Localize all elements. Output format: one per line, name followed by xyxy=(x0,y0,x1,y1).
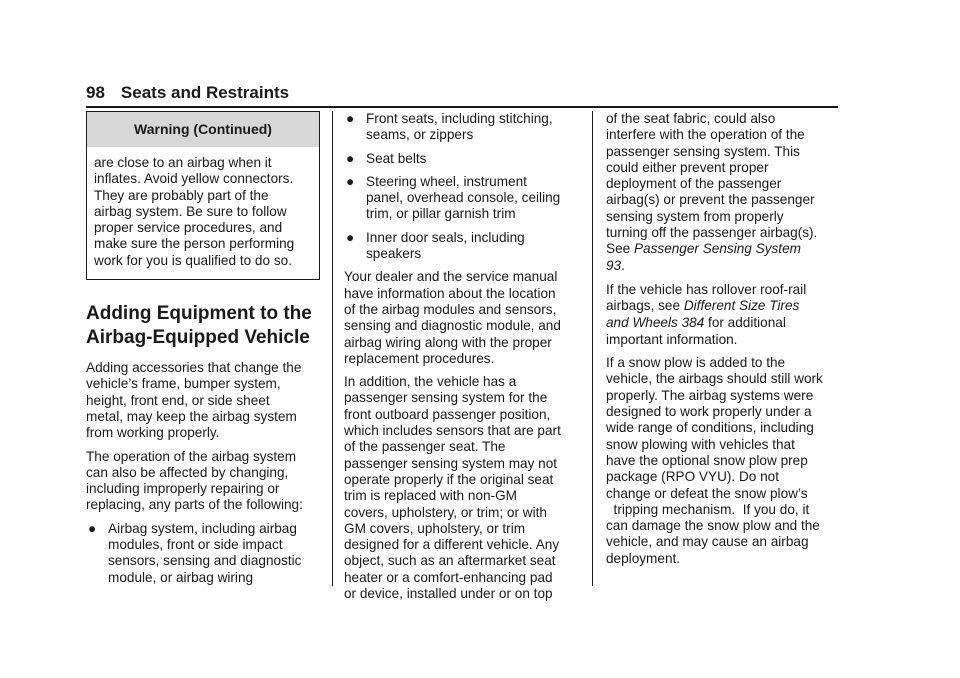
column-2 xyxy=(344,111,580,609)
text-line: heater or a comfort-enhancing pad xyxy=(344,569,553,585)
text-line: are close to an airbag when it xyxy=(94,155,272,170)
text-line: If a snow plow is added to the xyxy=(606,355,786,371)
column-divider xyxy=(592,111,593,586)
paragraph xyxy=(606,111,842,275)
text-line: inflates. Avoid yellow connectors. xyxy=(94,171,294,187)
text-line: passenger sensing system may not xyxy=(344,455,558,471)
text-line: important information. xyxy=(606,331,738,347)
page-reference-link[interactable]: 93 xyxy=(606,257,622,273)
text-line: or device, installed under or on top xyxy=(344,586,553,602)
paragraph xyxy=(606,355,842,567)
text-line: package (RPO VYU). Do not xyxy=(606,469,780,485)
page-header xyxy=(86,80,838,108)
section-title: Seats and Restraints xyxy=(120,83,290,102)
text-line: properly. The airbag systems were xyxy=(606,387,814,403)
text-line: of the passenger seat. The xyxy=(344,439,506,455)
list-item xyxy=(344,174,580,223)
text-line: GM covers, upholstery, or trim xyxy=(344,520,526,536)
text-line xyxy=(606,258,842,275)
text-line: object, such as an aftermarket seat xyxy=(344,553,556,569)
text-line: Airbag system, including airbag xyxy=(108,520,297,536)
bullet-icon: ● xyxy=(346,173,355,189)
text-line: operate properly if the original seat xyxy=(344,471,554,487)
text-line: If the vehicle has rollover roof-rail xyxy=(606,281,807,297)
text-line: metal, may keep the airbag system xyxy=(86,408,297,424)
text-line: front outboard passenger position, xyxy=(344,406,551,422)
column-divider xyxy=(332,111,333,586)
text-line: panel, overhead console, ceiling xyxy=(366,190,561,206)
text-line: deployment. xyxy=(606,550,681,566)
text-line: vehicle, the airbags should still work xyxy=(606,371,823,387)
paragraph xyxy=(606,282,842,348)
text-line: including improperly repairing or xyxy=(86,481,280,497)
page-number: 98 xyxy=(86,83,105,102)
text-line: vehicle, and may cause an airbag xyxy=(606,534,809,550)
warning-box xyxy=(86,111,320,280)
text-line: of the seat fabric, could also xyxy=(606,111,776,126)
text-line: seams, or zippers xyxy=(366,127,474,143)
text-line: have information about the location xyxy=(344,285,556,301)
text-line: Seat belts xyxy=(366,150,427,166)
heading-line: Airbag-Equipped Vehicle xyxy=(86,327,310,349)
text-line: height, front end, or side sheet xyxy=(86,392,270,408)
text-line: Adding accessories that change the xyxy=(86,360,302,376)
page-reference-link[interactable]: 384 xyxy=(681,314,705,330)
text-line: deployment of the passenger xyxy=(606,176,782,192)
text-line: replacing, any parts of the following: xyxy=(86,497,303,513)
text-line: sensing system from properly xyxy=(606,208,784,224)
text-line: tripping mechanism. If you do, it xyxy=(606,501,810,517)
heading-line: Adding Equipment to the xyxy=(86,303,312,325)
text-line: Steering wheel, instrument xyxy=(366,173,527,189)
cross-reference-link[interactable]: Passenger Sensing System xyxy=(633,241,801,257)
cross-reference-link[interactable]: and Wheels xyxy=(606,314,678,330)
text-line: module, or airbag wiring xyxy=(108,569,254,585)
column-1 xyxy=(86,111,320,593)
cross-reference-link[interactable]: Different Size Tires xyxy=(683,298,800,314)
text-line: from working properly. xyxy=(86,425,220,441)
text-line: The operation of the airbag system xyxy=(86,448,297,464)
text-line: can also be affected by changing, xyxy=(86,464,289,480)
text-line: They are probably part of the xyxy=(94,187,269,203)
punctuation: . xyxy=(621,257,625,273)
text-line: designed for a different vehicle. Any xyxy=(344,537,560,553)
text-span: airbags, see xyxy=(606,298,684,314)
text-line: change or defeat the snow plow’s xyxy=(606,485,808,501)
text-line: airbag wiring along with the proper xyxy=(344,334,552,350)
text-line: make sure the person performing xyxy=(94,236,295,252)
text-line: modules, front or side impact xyxy=(108,537,283,553)
text-line: can damage the snow plow and the xyxy=(606,518,820,534)
text-line: airbag system. Be sure to follow xyxy=(94,203,287,219)
text-line: interfere with the operation of the xyxy=(606,127,805,143)
list-item xyxy=(344,151,580,167)
paragraph xyxy=(86,360,320,441)
warning-title: Warning (Continued) xyxy=(87,112,319,147)
section-heading xyxy=(86,302,320,350)
text-line: sensing and diagnostic module, and xyxy=(344,318,561,334)
text-line: Front seats, including stitching, xyxy=(366,111,553,126)
text-line xyxy=(606,315,842,332)
text-line: speakers xyxy=(366,246,422,262)
text-line: replacement procedures. xyxy=(344,350,495,366)
text-line: In addition, the vehicle has a xyxy=(344,374,517,390)
paragraph xyxy=(344,269,580,367)
warning-text xyxy=(87,147,319,279)
text-line: covers, upholstery, or trim; or with xyxy=(344,504,547,520)
bullet-icon: ● xyxy=(88,520,97,536)
list-item xyxy=(344,111,580,144)
text-line: passenger sensing system. This xyxy=(606,143,800,159)
text-line: Inner door seals, including xyxy=(366,229,525,245)
text-line: sensors, sensing and diagnostic xyxy=(108,553,302,569)
bullet-icon: ● xyxy=(346,229,355,245)
text-line xyxy=(606,241,842,257)
text-line: passenger sensing system for the xyxy=(344,390,548,406)
bullet-icon: ● xyxy=(346,111,355,126)
text-line: could either prevent proper xyxy=(606,159,769,175)
text-line: Your dealer and the service manual xyxy=(344,269,558,285)
text-line xyxy=(606,298,842,314)
text-line: trim is replaced with non-GM xyxy=(344,488,517,504)
text-line: trim, or pillar garnish trim xyxy=(366,206,516,222)
see-text: See xyxy=(606,241,634,257)
list-item xyxy=(344,230,580,263)
text-line: have the optional snow plow prep xyxy=(606,452,808,468)
list-item xyxy=(86,521,320,586)
text-line: proper service procedures, and xyxy=(94,220,283,236)
paragraph xyxy=(86,449,320,514)
text-line: work for you is qualified to do so. xyxy=(94,252,292,268)
text-line: designed to work properly under a xyxy=(606,404,812,420)
text-line: snow plowing with vehicles that xyxy=(606,436,795,452)
paragraph xyxy=(344,374,580,602)
text-line: which includes sensors that are part xyxy=(344,423,561,439)
column-3 xyxy=(606,111,842,574)
text-line: airbag(s) or prevent the passenger xyxy=(606,192,815,208)
text-line: turning off the passenger airbag(s). xyxy=(606,225,818,241)
text-span: for additional xyxy=(704,314,786,330)
text-line: wide range of conditions, including xyxy=(606,420,814,436)
text-line: of the airbag modules and sensors, xyxy=(344,301,557,317)
bullet-icon: ● xyxy=(346,150,355,166)
text-line: vehicle’s frame, bumper system, xyxy=(86,376,281,392)
